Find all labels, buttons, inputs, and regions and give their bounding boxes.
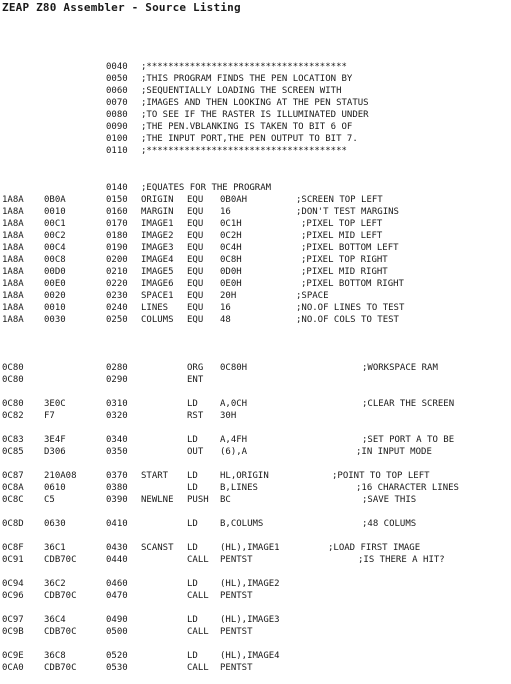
object-code: 0610 — [44, 483, 66, 493]
object-code: 00C4 — [44, 243, 66, 253]
object-code: 0B0A — [44, 195, 66, 205]
label: START — [141, 471, 169, 481]
operand: 0C1H — [220, 219, 242, 229]
comment: ;POINT TO TOP LEFT — [332, 471, 430, 481]
operand: HL,ORIGIN — [220, 471, 269, 481]
line-number: 0220 — [106, 279, 128, 289]
address: 0C85 — [2, 447, 24, 457]
comment: ;PIXEL TOP LEFT — [301, 219, 383, 229]
address: 0C87 — [2, 471, 24, 481]
address: 0C8D — [2, 519, 24, 529]
operand: 16 — [220, 207, 231, 217]
line-number: 0490 — [106, 615, 128, 625]
operand: 0C4H — [220, 243, 242, 253]
address: 1A8A — [2, 219, 24, 229]
line-number: 0140 — [106, 183, 128, 193]
comment: ;NO.OF COLS TO TEST — [296, 315, 399, 325]
comment-text: ;IMAGES AND THEN LOOKING AT THE PEN STATUS — [141, 98, 369, 108]
address: 1A8A — [2, 291, 24, 301]
line-number: 0470 — [106, 591, 128, 601]
object-code: C5 — [44, 495, 55, 505]
comment: ;SET PORT A TO BE — [362, 435, 455, 445]
object-code: 36C8 — [44, 651, 66, 661]
address: 1A8A — [2, 207, 24, 217]
line-number: 0070 — [106, 98, 128, 108]
page-title: ZEAP Z80 Assembler - Source Listing — [2, 1, 241, 14]
address: 0CA0 — [2, 663, 24, 673]
comment: ;PIXEL MID LEFT — [301, 231, 383, 241]
object-code: 00C2 — [44, 231, 66, 241]
address: 0C83 — [2, 435, 24, 445]
mnemonic: EQU — [187, 303, 204, 313]
line-number: 0500 — [106, 627, 128, 637]
line-number: 0190 — [106, 243, 128, 253]
line-number: 0050 — [106, 74, 128, 84]
label: IMAGE1 — [141, 219, 174, 229]
line-number: 0210 — [106, 267, 128, 277]
address: 0C9B — [2, 627, 24, 637]
object-code: F7 — [44, 411, 55, 421]
comment: ;IS THERE A HIT? — [358, 555, 445, 565]
comment: ;SPACE — [296, 291, 329, 301]
mnemonic: CALL — [187, 555, 209, 565]
comment-text: ;************************************* — [141, 62, 347, 72]
operand: A,0CH — [220, 399, 248, 409]
operand: 48 — [220, 315, 231, 325]
label: ORIGIN — [141, 195, 174, 205]
comment-text: ;THIS PROGRAM FINDS THE PEN LOCATION BY — [141, 74, 353, 84]
line-number: 0170 — [106, 219, 128, 229]
comment: ;WORKSPACE RAM — [362, 363, 438, 373]
object-code: 00D0 — [44, 267, 66, 277]
line-number: 0410 — [106, 519, 128, 529]
mnemonic: EQU — [187, 243, 204, 253]
object-code: CDB70C — [44, 591, 77, 601]
operand: PENTST — [220, 663, 253, 673]
address: 0C8C — [2, 495, 24, 505]
label: NEWLNE — [141, 495, 174, 505]
mnemonic: CALL — [187, 627, 209, 637]
mnemonic: LD — [187, 483, 198, 493]
comment: ;48 COLUMS — [362, 519, 417, 529]
mnemonic: ENT — [187, 375, 204, 385]
address: 0C91 — [2, 555, 24, 565]
mnemonic: LD — [187, 543, 198, 553]
object-code: 0630 — [44, 519, 66, 529]
mnemonic: RST — [187, 411, 204, 421]
line-number: 0250 — [106, 315, 128, 325]
mnemonic: LD — [187, 435, 198, 445]
operand: B,LINES — [220, 483, 258, 493]
object-code: CDB70C — [44, 555, 77, 565]
object-code: 00C8 — [44, 255, 66, 265]
address: 1A8A — [2, 303, 24, 313]
address: 0C8F — [2, 543, 24, 553]
object-code: 36C4 — [44, 615, 66, 625]
comment: ;SAVE THIS — [362, 495, 417, 505]
operand: (6),A — [220, 447, 248, 457]
label: LINES — [141, 303, 169, 313]
address: 0C80 — [2, 399, 24, 409]
line-number: 0280 — [106, 363, 128, 373]
address: 1A8A — [2, 195, 24, 205]
line-number: 0230 — [106, 291, 128, 301]
line-number: 0240 — [106, 303, 128, 313]
comment: ;PIXEL BOTTOM LEFT — [301, 243, 399, 253]
line-number: 0320 — [106, 411, 128, 421]
address: 1A8A — [2, 267, 24, 277]
object-code: 3E0C — [44, 399, 66, 409]
operand: A,4FH — [220, 435, 248, 445]
address: 0C96 — [2, 591, 24, 601]
mnemonic: EQU — [187, 291, 204, 301]
mnemonic: EQU — [187, 267, 204, 277]
mnemonic: EQU — [187, 195, 204, 205]
address: 1A8A — [2, 243, 24, 253]
line-number: 0090 — [106, 122, 128, 132]
line-number: 0520 — [106, 651, 128, 661]
object-code: 3E4F — [44, 435, 66, 445]
line-number: 0370 — [106, 471, 128, 481]
line-number: 0380 — [106, 483, 128, 493]
object-code: 00E0 — [44, 279, 66, 289]
mnemonic: EQU — [187, 219, 204, 229]
line-number: 0350 — [106, 447, 128, 457]
mnemonic: LD — [187, 519, 198, 529]
line-number: 0430 — [106, 543, 128, 553]
line-number: 0080 — [106, 110, 128, 120]
comment-text: ;EQUATES FOR THE PROGRAM — [141, 183, 272, 193]
address: 0C9E — [2, 651, 24, 661]
mnemonic: LD — [187, 615, 198, 625]
line-number: 0160 — [106, 207, 128, 217]
line-number: 0440 — [106, 555, 128, 565]
mnemonic: CALL — [187, 591, 209, 601]
mnemonic: CALL — [187, 663, 209, 673]
address: 1A8A — [2, 255, 24, 265]
comment: ;PIXEL BOTTOM RIGHT — [301, 279, 404, 289]
line-number: 0180 — [106, 231, 128, 241]
comment-text: ;THE PEN.VBLANKING IS TAKEN TO BIT 6 OF — [141, 122, 353, 132]
object-code: CDB70C — [44, 663, 77, 673]
comment-text: ;TO SEE IF THE RASTER IS ILLUMINATED UNDER — [141, 110, 369, 120]
mnemonic: EQU — [187, 255, 204, 265]
address: 1A8A — [2, 315, 24, 325]
operand: 0C80H — [220, 363, 248, 373]
comment: ;16 CHARACTER LINES — [356, 483, 459, 493]
address: 0C8A — [2, 483, 24, 493]
operand: 20H — [220, 291, 237, 301]
operand: (HL),IMAGE3 — [220, 615, 280, 625]
mnemonic: LD — [187, 651, 198, 661]
object-code: 210A08 — [44, 471, 77, 481]
operand: PENTST — [220, 591, 253, 601]
line-number: 0100 — [106, 134, 128, 144]
label: SPACE1 — [141, 291, 174, 301]
operand: PENTST — [220, 627, 253, 637]
label: COLUMS — [141, 315, 174, 325]
operand: B,COLUMS — [220, 519, 264, 529]
object-code: CDB70C — [44, 627, 77, 637]
operand: 16 — [220, 303, 231, 313]
comment: ;IN INPUT MODE — [356, 447, 432, 457]
line-number: 0290 — [106, 375, 128, 385]
comment-text: ;THE INPUT PORT,THE PEN OUTPUT TO BIT 7. — [141, 134, 358, 144]
label: IMAGE5 — [141, 267, 174, 277]
operand: (HL),IMAGE4 — [220, 651, 280, 661]
mnemonic: EQU — [187, 231, 204, 241]
operand: 30H — [220, 411, 237, 421]
comment: ;NO.OF LINES TO TEST — [296, 303, 405, 313]
line-number: 0390 — [106, 495, 128, 505]
address: 1A8A — [2, 231, 24, 241]
operand: BC — [220, 495, 231, 505]
address: 0C94 — [2, 579, 24, 589]
object-code: 00C1 — [44, 219, 66, 229]
object-code: 0030 — [44, 315, 66, 325]
object-code: D306 — [44, 447, 66, 457]
address: 1A8A — [2, 279, 24, 289]
mnemonic: EQU — [187, 279, 204, 289]
line-number: 0060 — [106, 86, 128, 96]
comment: ;PIXEL MID RIGHT — [301, 267, 388, 277]
mnemonic: EQU — [187, 207, 204, 217]
label: SCANST — [141, 543, 174, 553]
object-code: 36C1 — [44, 543, 66, 553]
line-number: 0150 — [106, 195, 128, 205]
mnemonic: LD — [187, 399, 198, 409]
operand: 0E0H — [220, 279, 242, 289]
address: 0C82 — [2, 411, 24, 421]
operand: 0B0AH — [220, 195, 248, 205]
comment: ;CLEAR THE SCREEN — [362, 399, 455, 409]
operand: (HL),IMAGE1 — [220, 543, 280, 553]
line-number: 0530 — [106, 663, 128, 673]
label: IMAGE2 — [141, 231, 174, 241]
operand: PENTST — [220, 555, 253, 565]
label: MARGIN — [141, 207, 174, 217]
operand: (HL),IMAGE2 — [220, 579, 280, 589]
label: IMAGE4 — [141, 255, 174, 265]
line-number: 0200 — [106, 255, 128, 265]
mnemonic: LD — [187, 471, 198, 481]
comment: ;LOAD FIRST IMAGE — [328, 543, 421, 553]
operand: 0D0H — [220, 267, 242, 277]
operand: 0C8H — [220, 255, 242, 265]
address: 0C80 — [2, 363, 24, 373]
comment: ;SCREEN TOP LEFT — [296, 195, 383, 205]
comment-text: ;SEQUENTIALLY LOADING THE SCREEN WITH — [141, 86, 342, 96]
line-number: 0310 — [106, 399, 128, 409]
line-number: 0040 — [106, 62, 128, 72]
object-code: 0010 — [44, 303, 66, 313]
comment: ;PIXEL TOP RIGHT — [301, 255, 388, 265]
mnemonic: PUSH — [187, 495, 209, 505]
label: IMAGE6 — [141, 279, 174, 289]
mnemonic: ORG — [187, 363, 204, 373]
operand: 0C2H — [220, 231, 242, 241]
mnemonic: LD — [187, 579, 198, 589]
comment-text: ;************************************* — [141, 146, 347, 156]
line-number: 0460 — [106, 579, 128, 589]
address: 0C80 — [2, 375, 24, 385]
address: 0C97 — [2, 615, 24, 625]
object-code: 36C2 — [44, 579, 66, 589]
line-number: 0110 — [106, 146, 128, 156]
mnemonic: OUT — [187, 447, 204, 457]
comment: ;DON'T TEST MARGINS — [296, 207, 399, 217]
object-code: 0020 — [44, 291, 66, 301]
line-number: 0340 — [106, 435, 128, 445]
label: IMAGE3 — [141, 243, 174, 253]
object-code: 0010 — [44, 207, 66, 217]
mnemonic: EQU — [187, 315, 204, 325]
